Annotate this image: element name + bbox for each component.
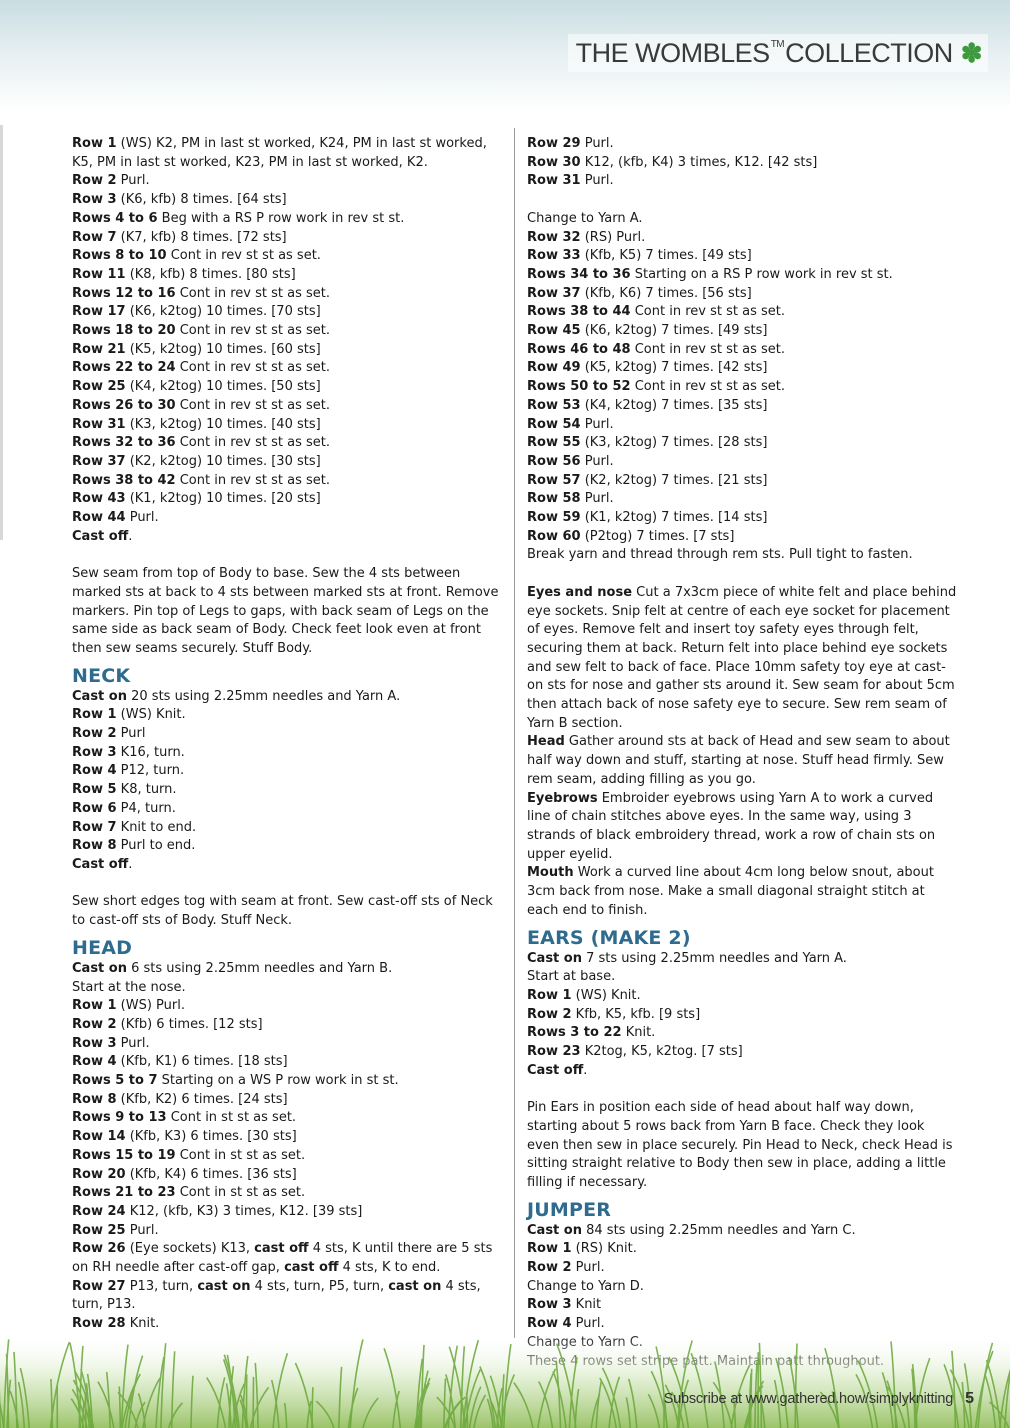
pattern-row: Row 4 Purl. bbox=[527, 1316, 605, 1332]
pattern-row: Row 37 (Kfb, K6) 7 times. [56 sts] bbox=[527, 285, 752, 301]
pattern-row: Rows 38 to 44 Cont in rev st st as set. bbox=[527, 304, 785, 320]
pattern-row: Row 2 Purl. bbox=[72, 173, 150, 189]
pattern-row: Row 11 (K8, kfb) 8 times. [80 sts] bbox=[72, 266, 296, 282]
head-rows-continued bbox=[527, 135, 957, 191]
pattern-row: Rows 9 to 13 Cont in st st as set. bbox=[72, 1110, 297, 1126]
ears-heading: EARS (MAKE 2) bbox=[527, 926, 691, 949]
left-column bbox=[72, 135, 502, 1334]
page-number: 5 bbox=[965, 1390, 974, 1407]
pattern-row: Row 45 (K6, k2tog) 7 times. [49 sts] bbox=[527, 323, 768, 339]
neck-finish-text: Sew short edges tog with seam at front. Sew cast-off sts of Neck to cast-off sts of Body. Stuff Neck. bbox=[72, 894, 493, 929]
finishing-paragraph: Mouth Work a curved line about 4cm long below snout, about 3cm back from nose. Make a small diagonal straight stitch at each end to finish. bbox=[527, 865, 934, 918]
finishing-paragraph: Eyes and nose Cut a 7x3cm piece of white felt and place behind eye sockets. Snip felt at centre of each eye socket for placement of eyes. Remove felt and insert toy safety eyes through felt, securing them at back. Return felt into place behind eye sockets and sew felt to back of face. Place 10mm safety toy eye at cast-on sts for nose and gather sts around it. Sew seam for about 5cm then attach back of nose safety eye to secure. Sew rem seam of Yarn B section. bbox=[527, 584, 957, 731]
head-rows bbox=[72, 960, 502, 1241]
pattern-row: Row 21 (K5, k2tog) 10 times. [60 sts] bbox=[72, 341, 321, 357]
pattern-row: Row 2 Purl. bbox=[527, 1260, 605, 1276]
pattern-row: Row 58 Purl. bbox=[527, 491, 614, 507]
pattern-row: Row 20 (Kfb, K4) 6 times. [36 sts] bbox=[72, 1166, 297, 1182]
pattern-row: Row 25 (K4, k2tog) 10 times. [50 sts] bbox=[72, 379, 321, 395]
pattern-row: Row 3 Knit bbox=[527, 1297, 602, 1313]
pattern-row: Row 14 (Kfb, K3) 6 times. [30 sts] bbox=[72, 1129, 297, 1145]
head-heading: HEAD bbox=[72, 936, 133, 959]
pattern-row: Row 4 (Kfb, K1) 6 times. [18 sts] bbox=[72, 1054, 288, 1070]
pattern-row: Cast off. bbox=[527, 1062, 588, 1078]
pattern-row: Row 2 Purl bbox=[72, 726, 146, 742]
pattern-row: Rows 12 to 16 Cont in rev st st as set. bbox=[72, 285, 330, 301]
pattern-row: Row 57 (K2, k2tog) 7 times. [21 sts] bbox=[527, 472, 768, 488]
grass-decoration bbox=[0, 1333, 1010, 1428]
right-column bbox=[527, 135, 957, 1371]
pattern-row: Row 33 (Kfb, K5) 7 times. [49 sts] bbox=[527, 248, 752, 264]
row-28: Row 28 Knit. bbox=[72, 1316, 160, 1332]
pattern-row: Row 32 (RS) Purl. bbox=[527, 229, 646, 245]
title-main: THE WOMBLES bbox=[575, 37, 770, 68]
pattern-row: Row 7 (K7, kfb) 8 times. [72 sts] bbox=[72, 229, 287, 245]
pattern-row: Row 1 (WS) K2, PM in last st worked, K24, PM in last st worked, K5, PM in last st worked, K23, PM in last st worked, K2. bbox=[72, 136, 487, 170]
pattern-row: Cast off. bbox=[72, 528, 133, 544]
pattern-row: Row 8 (Kfb, K2) 6 times. [24 sts] bbox=[72, 1091, 288, 1107]
pattern-row: Row 31 Purl. bbox=[527, 173, 614, 189]
pattern-row: Row 3 (K6, kfb) 8 times. [64 sts] bbox=[72, 192, 287, 208]
column-divider bbox=[514, 128, 515, 1338]
neck-rows bbox=[72, 688, 502, 875]
pattern-row: Rows 18 to 20 Cont in rev st st as set. bbox=[72, 323, 330, 339]
pattern-row: Row 44 Purl. bbox=[72, 510, 159, 526]
collection-title bbox=[568, 34, 988, 72]
finishing-paragraph: Head Gather around sts at back of Head and sew seam to about half way down and stuff, starting at nose. Stuff head firmly. Sew rem seam, adding filling as you go. bbox=[527, 734, 950, 787]
pattern-row: Row 3 K16, turn. bbox=[72, 744, 185, 760]
pattern-row: Row 59 (K1, k2tog) 7 times. [14 sts] bbox=[527, 510, 768, 526]
page-footer bbox=[664, 1390, 974, 1408]
pattern-row: Row 1 (WS) Knit. bbox=[72, 707, 186, 723]
pattern-row: Row 3 Purl. bbox=[72, 1035, 150, 1051]
jumper-heading: JUMPER bbox=[527, 1198, 612, 1221]
ears-finish-text: Pin Ears in position each side of head about half way down, starting about 5 rows back from Yarn B face. Check they look even then sew in place securely. Pin Head to Neck, check Head is sitting straight relative to Body then sew in place, adding a little filling if necessary. bbox=[527, 1100, 953, 1190]
pattern-row: Rows 32 to 36 Cont in rev st st as set. bbox=[72, 435, 330, 451]
body-finish-text: Sew seam from top of Body to base. Sew the 4 sts between marked sts at back to 4 sts between marked sts at front. Remove markers. Pin top of Legs to gaps, with back seam of Legs on the same side as back seam of Body. Check feet look even at front then sew seams securely. Stuff Body. bbox=[72, 566, 499, 656]
ears-rows bbox=[527, 950, 957, 1081]
pattern-row: Cast on 6 sts using 2.25mm needles and Yarn B. bbox=[72, 960, 393, 976]
left-edge-bar bbox=[0, 125, 3, 540]
pattern-row: Rows 22 to 24 Cont in rev st st as set. bbox=[72, 360, 330, 376]
pattern-row: Cast on 20 sts using 2.25mm needles and Yarn A. bbox=[72, 688, 401, 704]
pattern-row: Row 5 K8, turn. bbox=[72, 782, 177, 798]
pattern-row: Start at base. bbox=[527, 969, 616, 985]
pattern-row: Row 6 P4, turn. bbox=[72, 800, 176, 816]
pattern-row: Row 54 Purl. bbox=[527, 416, 614, 432]
pattern-row: Row 30 K12, (kfb, K4) 3 times, K12. [42 sts] bbox=[527, 154, 818, 170]
pattern-row: Row 2 (Kfb) 6 times. [12 sts] bbox=[72, 1016, 263, 1032]
pattern-row: Row 4 P12, turn. bbox=[72, 763, 185, 779]
row-26: Row 26 (Eye sockets) K13, cast off 4 sts, K until there are 5 sts on RH needle after cast-off gap, cast off 4 sts, K to end. bbox=[72, 1241, 493, 1276]
pattern-row: Rows 21 to 23 Cont in st st as set. bbox=[72, 1185, 306, 1201]
trademark-mark: TM bbox=[770, 38, 785, 50]
head-rows-yarn-a bbox=[527, 229, 957, 566]
pattern-row: Row 1 (WS) Purl. bbox=[72, 998, 185, 1014]
body-rows bbox=[72, 135, 502, 546]
pattern-row: Cast on 7 sts using 2.25mm needles and Yarn A. bbox=[527, 950, 847, 966]
pattern-row: Start at the nose. bbox=[72, 979, 186, 995]
finishing-paragraph: Eyebrows Embroider eyebrows using Yarn A to work a curved line of chain stitches above eyes. In the same way, using 3 strands of black embroidery thread, work a row of chain sts on upper eyelid. bbox=[527, 790, 936, 862]
grass-blade bbox=[119, 1387, 120, 1428]
pattern-row: Row 17 (K6, k2tog) 10 times. [70 sts] bbox=[72, 304, 321, 320]
pattern-row: Rows 26 to 30 Cont in rev st st as set. bbox=[72, 397, 330, 413]
pattern-row: Row 1 (RS) Knit. bbox=[527, 1241, 637, 1257]
pattern-row: Rows 50 to 52 Cont in rev st st as set. bbox=[527, 379, 785, 395]
pattern-row: Rows 4 to 6 Beg with a RS P row work in rev st st. bbox=[72, 210, 405, 226]
pattern-row: Row 8 Purl to end. bbox=[72, 838, 196, 854]
pattern-row: Row 29 Purl. bbox=[527, 136, 614, 151]
pattern-row: Rows 3 to 22 Knit. bbox=[527, 1025, 656, 1041]
pattern-row: Cast on 84 sts using 2.25mm needles and Yarn C. bbox=[527, 1222, 856, 1238]
pattern-row: Cast off. bbox=[72, 857, 133, 872]
pattern-row: Row 60 (P2tog) 7 times. [7 sts] bbox=[527, 528, 735, 544]
pattern-row: Change to Yarn D. bbox=[527, 1278, 644, 1294]
pattern-row: Rows 5 to 7 Starting on a WS P row work in st st. bbox=[72, 1073, 399, 1089]
pattern-row: Rows 46 to 48 Cont in rev st st as set. bbox=[527, 341, 785, 357]
subscribe-link[interactable]: Subscribe at www.gathered.how/simplyknitting bbox=[663, 1391, 954, 1407]
pattern-row: Rows 34 to 36 Starting on a RS P row work in rev st st. bbox=[527, 266, 893, 282]
clover-icon: ✽ bbox=[960, 37, 982, 68]
pattern-row: Rows 8 to 10 Cont in rev st st as set. bbox=[72, 248, 321, 264]
pattern-row: Row 55 (K3, k2tog) 7 times. [28 sts] bbox=[527, 435, 768, 451]
title-end: COLLECTION bbox=[785, 37, 953, 68]
pattern-row: Row 2 Kfb, K5, kfb. [9 sts] bbox=[527, 1006, 701, 1022]
pattern-row: Row 49 (K5, k2tog) 7 times. [42 sts] bbox=[527, 360, 768, 376]
pattern-row: Row 24 K12, (kfb, K3) 3 times, K12. [39 sts] bbox=[72, 1203, 363, 1219]
pattern-row: Row 7 Knit to end. bbox=[72, 819, 197, 835]
pattern-row: Row 23 K2tog, K5, k2tog. [7 sts] bbox=[527, 1044, 743, 1060]
neck-heading: NECK bbox=[72, 664, 131, 687]
pattern-row: Break yarn and thread through rem sts. Pull tight to fasten. bbox=[527, 547, 913, 563]
pattern-row: Row 56 Purl. bbox=[527, 453, 614, 469]
pattern-row: Row 31 (K3, k2tog) 10 times. [40 sts] bbox=[72, 416, 321, 432]
change-yarn-a: Change to Yarn A. bbox=[527, 210, 643, 226]
row-27: Row 27 P13, turn, cast on 4 sts, turn, P5, turn, cast on 4 sts, turn, P13. bbox=[72, 1278, 481, 1313]
pattern-row: Row 25 Purl. bbox=[72, 1222, 159, 1238]
pattern-row: Rows 15 to 19 Cont in st st as set. bbox=[72, 1147, 306, 1163]
pattern-row: Row 1 (WS) Knit. bbox=[527, 987, 641, 1003]
finishing-instructions bbox=[527, 584, 957, 921]
pattern-row: Rows 38 to 42 Cont in rev st st as set. bbox=[72, 472, 330, 488]
pattern-row: Row 53 (K4, k2tog) 7 times. [35 sts] bbox=[527, 397, 768, 413]
pattern-row: Row 43 (K1, k2tog) 10 times. [20 sts] bbox=[72, 491, 321, 507]
pattern-row: Row 37 (K2, k2tog) 10 times. [30 sts] bbox=[72, 453, 321, 469]
